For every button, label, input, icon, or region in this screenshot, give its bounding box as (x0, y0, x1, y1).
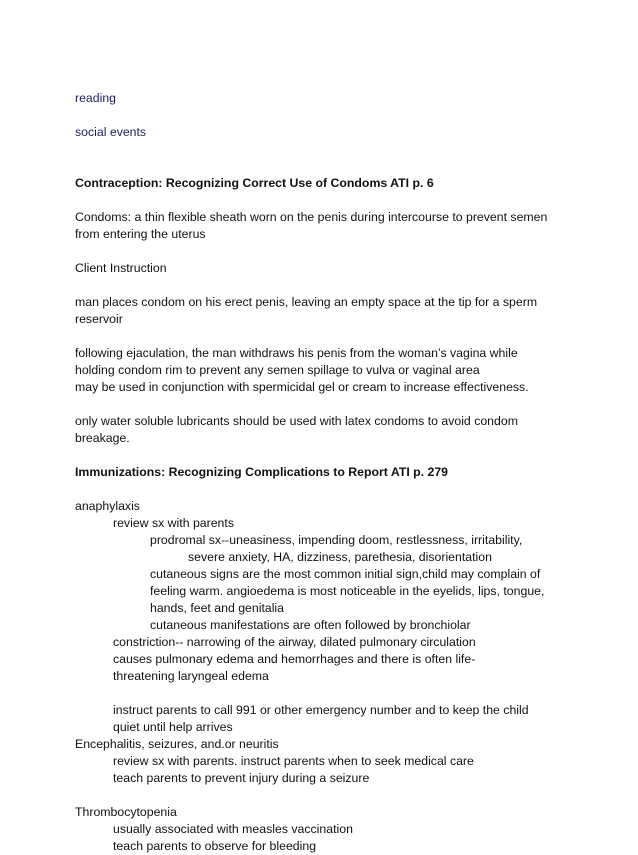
anaphylaxis-label: anaphylaxis (75, 499, 140, 513)
thrombocytopenia-label: Thrombocytopenia (75, 805, 177, 819)
cutaneous-line-1: cutaneous signs are the most common initial sign,child may complain of (150, 567, 541, 581)
bleeding-line: teach parents to observe for bleeding (113, 839, 317, 853)
measles-line: usually associated with measles vaccination (113, 822, 353, 836)
encephalitis-label: Encephalitis, seizures, and.or neuritis (75, 737, 279, 751)
immunizations-heading: Immunizations: Recognizing Complications to Report ATI p. 279 (75, 465, 449, 479)
list-item-reading: reading (75, 91, 117, 105)
instruct-parents-line-2: quiet until help arrives (113, 720, 233, 734)
instruction-1-line-2: reservoir (75, 312, 123, 326)
teach-injury-line: teach parents to prevent injury during a seizure (113, 771, 370, 785)
constriction-line: constriction-- narrowing of the airway, dilated pulmonary circulation (113, 635, 476, 649)
list-item-social-events: social events (75, 125, 147, 139)
instruct-parents-line-1: instruct parents to call 991 or other emergency number and to keep the child (113, 703, 529, 717)
instruction-2-line-1: following ejaculation, the man withdraws his penis from the woman’s vagina while (75, 346, 518, 360)
instruction-3-line-2: breakage. (75, 431, 130, 445)
causes-line-1: causes pulmonary edema and hemorrhages and there is often life- (113, 652, 476, 666)
instruction-3-line-1: only water soluble lubricants should be used with latex condoms to avoid condom (75, 414, 518, 428)
causes-line-2: threatening laryngeal edema (113, 669, 269, 683)
client-instruction-label: Client Instruction (75, 261, 167, 275)
condom-definition-line-2: from entering the uterus (75, 227, 206, 241)
prodromal-line-2: severe anxiety, HA, dizziness, parethesia, disorientation (188, 550, 492, 564)
contraception-heading: Contraception: Recognizing Correct Use of Condoms ATI p. 6 (75, 176, 434, 190)
cutaneous-manifestations: cutaneous manifestations are often followed by bronchiolar (150, 618, 471, 632)
instruction-2-line-2: holding condom rim to prevent any semen spillage to vulva or vaginal area (75, 363, 480, 377)
instruction-2-line-3: may be used in conjunction with spermicidal gel or cream to increase effectiveness. (75, 380, 529, 394)
review-sx-parents: review sx with parents (113, 516, 234, 530)
cutaneous-line-3: hands, feet and genitalia (150, 601, 285, 615)
prodromal-line-1: prodromal sx--uneasiness, impending doom, restlessness, irritability, (150, 533, 523, 547)
review-instruct-line: review sx with parents. instruct parents when to seek medical care (113, 754, 474, 768)
cutaneous-line-2: feeling warm. angioedema is most noticeable in the eyelids, lips, tongue, (150, 584, 545, 598)
condom-definition-line-1: Condoms: a thin flexible sheath worn on the penis during intercourse to prevent semen (75, 210, 548, 224)
instruction-1-line-1: man places condom on his erect penis, leaving an empty space at the tip for a sperm (75, 295, 538, 309)
document-page (75, 90, 575, 855)
